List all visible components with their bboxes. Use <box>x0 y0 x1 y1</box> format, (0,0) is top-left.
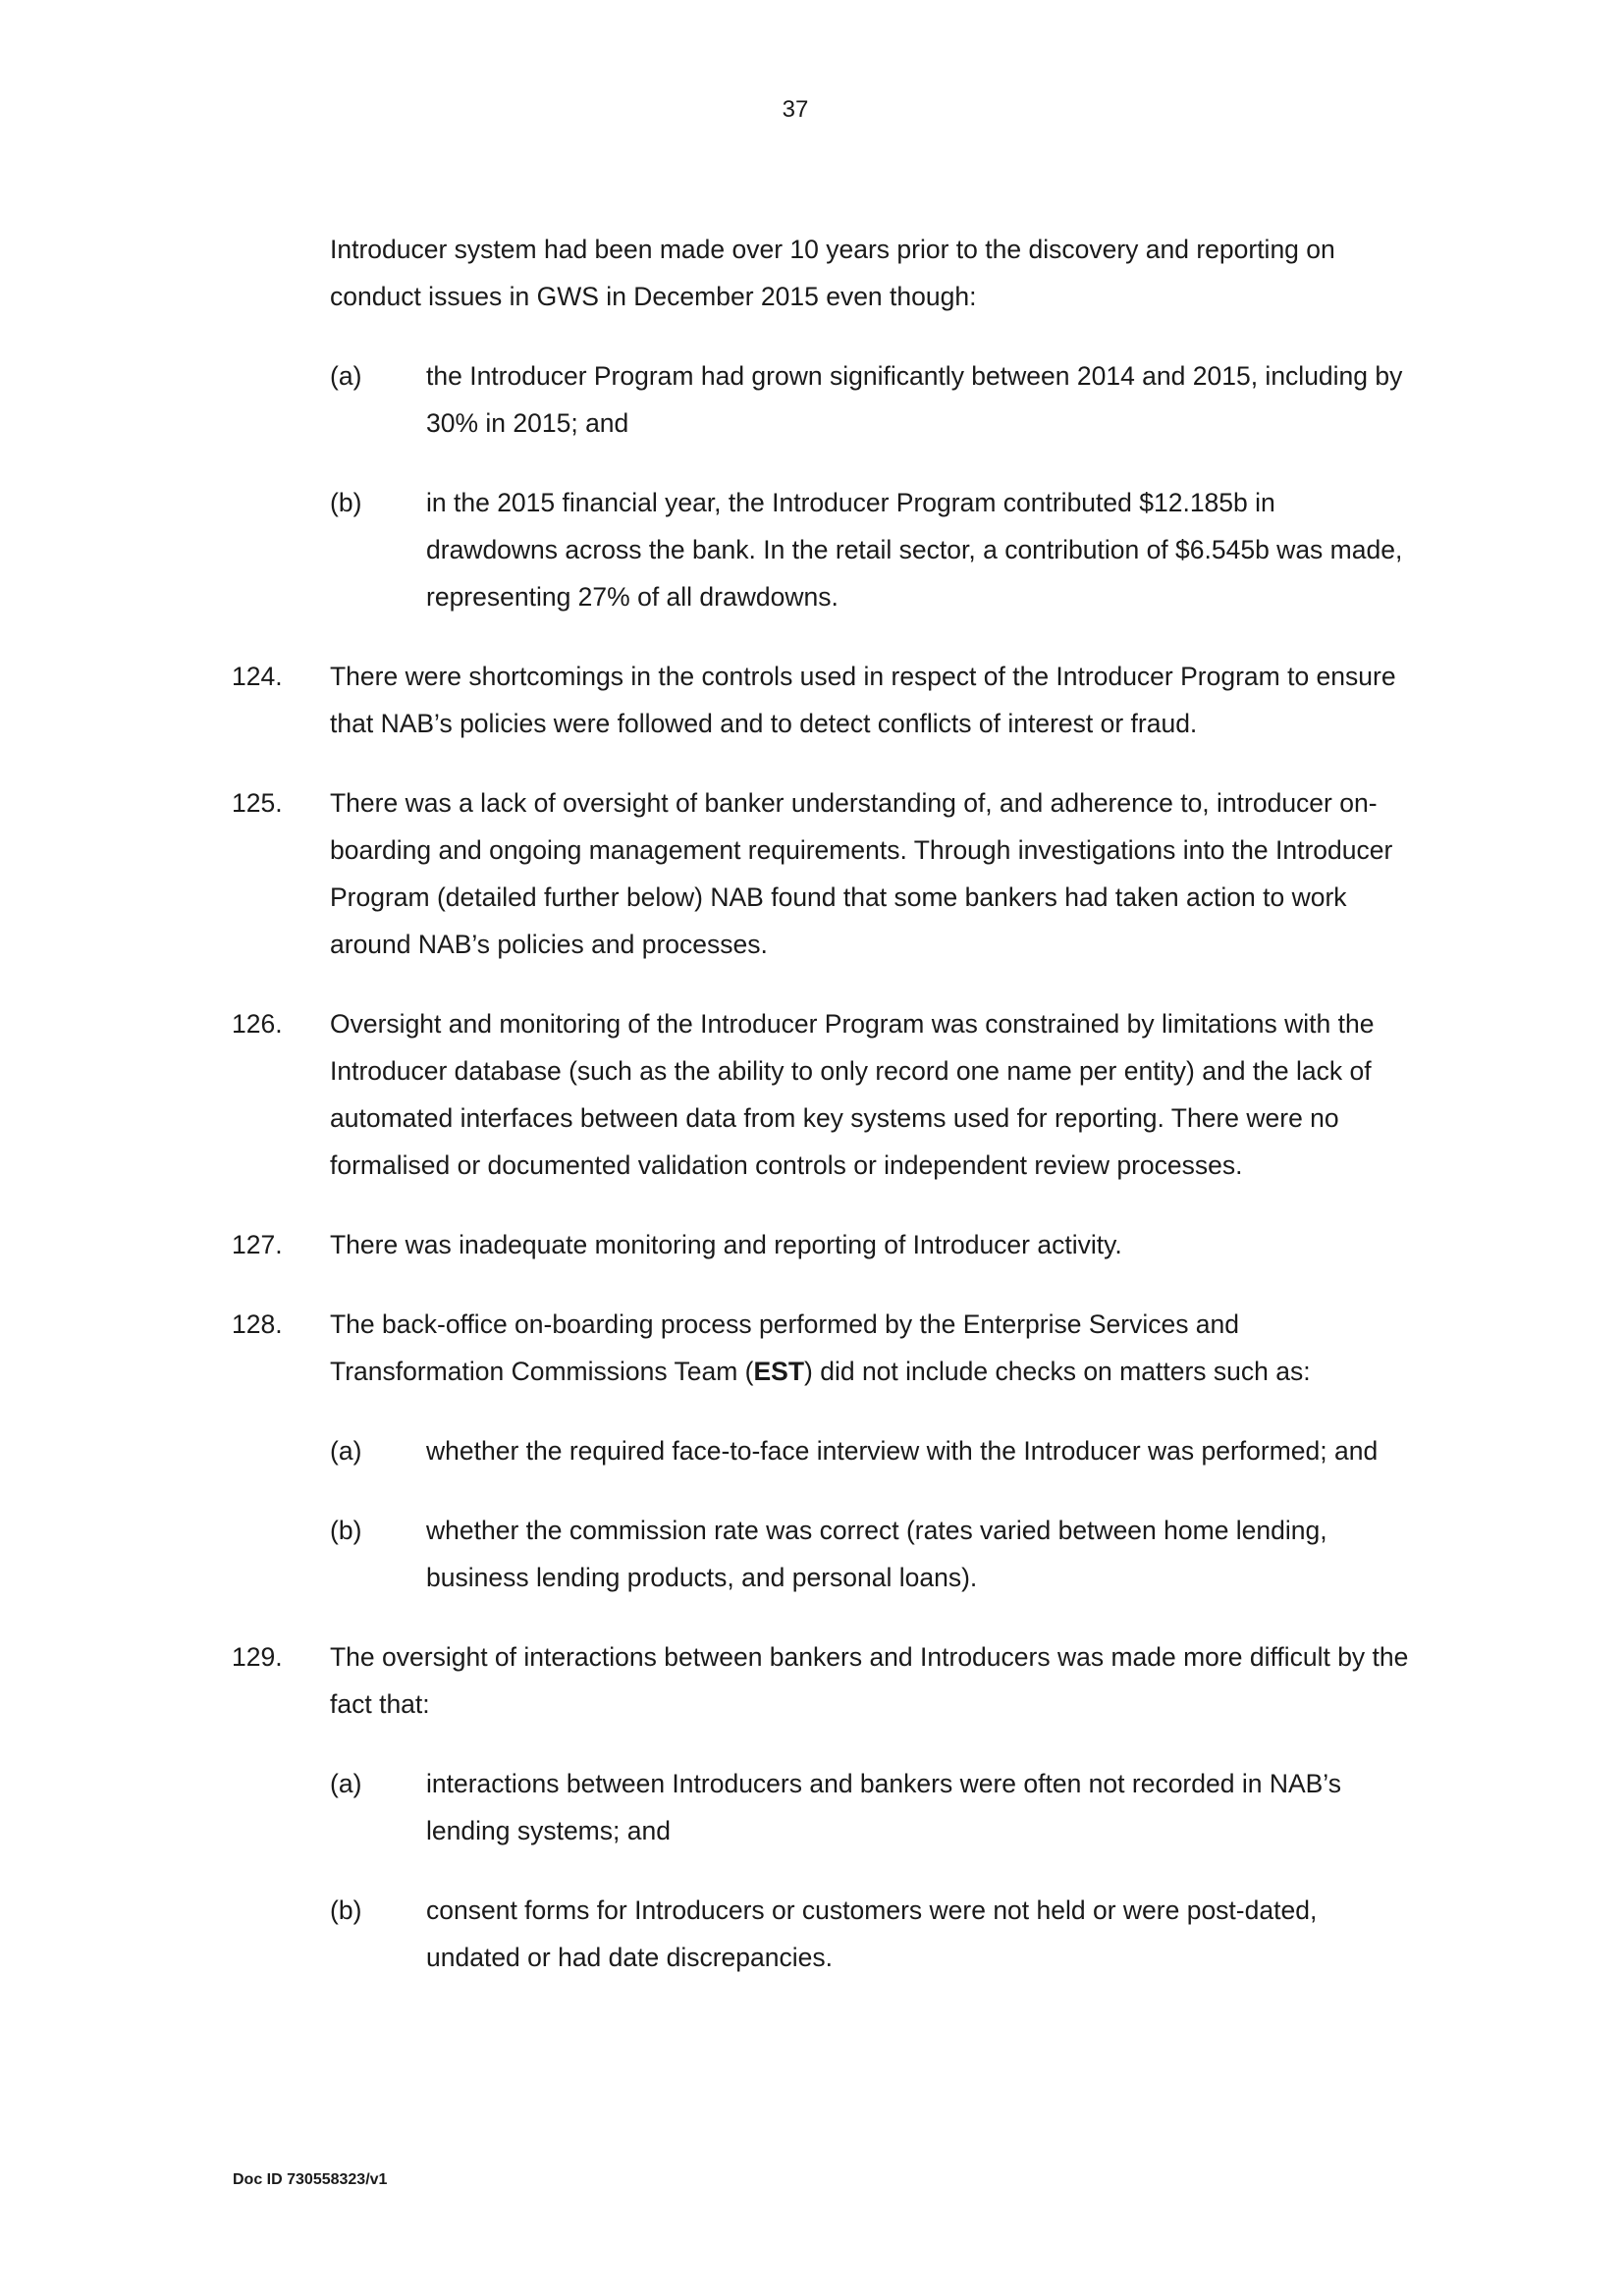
paragraph-number: 127. <box>232 1230 283 1259</box>
paragraph-text-part: ) did not include checks on matters such as: <box>804 1357 1311 1386</box>
subitem-text: in the 2015 financial year, the Introducer Program contributed $12.185b in drawdowns across the bank. In the retail sector, a contribution of $6.545b was made, representing 27% of all drawdowns. <box>426 488 1403 612</box>
intro-subitems <box>330 352 1410 620</box>
paragraph-text-part: The back-office on-boarding process performed by the Enterprise Services and Transformation Commissions Team ( <box>330 1309 1240 1386</box>
page-number: 37 <box>782 96 809 123</box>
paragraph-128 <box>232 1301 1410 1601</box>
paragraph-text <box>330 1301 1410 1395</box>
paragraph-text: The oversight of interactions between bankers and Introducers was made more difficult by the fact that: <box>330 1642 1409 1719</box>
paragraph-number: 124. <box>232 662 283 691</box>
intro-text: Introducer system had been made over 10 years prior to the discovery and reporting on conduct issues in GWS in December 2015 even though: <box>330 235 1335 311</box>
paragraph-text: There were shortcomings in the controls used in respect of the Introducer Program to ensure that NAB’s policies were followed and to detect conflicts of interest or fraud. <box>330 662 1396 738</box>
paragraph-text: Oversight and monitoring of the Introducer Program was constrained by limitations with the Introducer database (such as the ability to only record one name per entity) and the lack of automated interfaces between data from key systems used for reporting. There were no formalised or documented validation controls or independent review processes. <box>330 1009 1375 1180</box>
subitem-label: (a) <box>330 1769 362 1798</box>
subitem-label: (b) <box>330 1516 362 1545</box>
subitem-b <box>330 1507 1410 1601</box>
doc-id-footer: Doc ID 730558323/v1 <box>233 2171 388 2188</box>
subitem-a <box>330 352 1410 447</box>
subitem-b <box>330 479 1410 620</box>
paragraph-text: There was a lack of oversight of banker understanding of, and adherence to, introducer on-boarding and ongoing management requirements. Through investigations into the Introducer Program (detailed further below) NAB found that some bankers had taken action to work around NAB’s policies and processes. <box>330 788 1393 959</box>
paragraph-129 <box>232 1633 1410 1981</box>
subitem-label: (b) <box>330 1896 362 1925</box>
subitem-text: interactions between Introducers and bankers were often not recorded in NAB’s lending systems; and <box>426 1769 1341 1845</box>
subitem-text: the Introducer Program had grown significantly between 2014 and 2015, including by 30% in 2015; and <box>426 361 1403 438</box>
subitem-label: (a) <box>330 1436 362 1466</box>
paragraph-125 <box>232 779 1410 968</box>
paragraph-126 <box>232 1000 1410 1189</box>
paragraph-number: 128. <box>232 1309 283 1339</box>
subitems <box>330 1427 1410 1601</box>
subitem-text: consent forms for Introducers or customers were not held or were post-dated, undated or had date discrepancies. <box>426 1896 1318 1972</box>
paragraph-text: There was inadequate monitoring and reporting of Introducer activity. <box>330 1230 1122 1259</box>
subitem-label: (a) <box>330 361 362 391</box>
defined-term-bold: EST <box>753 1357 805 1386</box>
paragraph-124 <box>232 653 1410 747</box>
paragraph-127 <box>232 1221 1410 1268</box>
subitem-b <box>330 1887 1410 1981</box>
subitem-a <box>330 1760 1410 1854</box>
subitem-text: whether the commission rate was correct (rates varied between home lending, business lending products, and personal loans). <box>426 1516 1327 1592</box>
subitem-label: (b) <box>330 488 362 517</box>
subitem-a <box>330 1427 1410 1474</box>
subitems <box>330 1760 1410 1981</box>
intro-paragraph <box>330 226 1410 320</box>
subitem-text: whether the required face-to-face interview with the Introducer was performed; and <box>426 1436 1379 1466</box>
paragraph-number: 125. <box>232 788 283 818</box>
paragraph-number: 129. <box>232 1642 283 1672</box>
document-body <box>232 226 1410 2013</box>
paragraph-number: 126. <box>232 1009 283 1039</box>
